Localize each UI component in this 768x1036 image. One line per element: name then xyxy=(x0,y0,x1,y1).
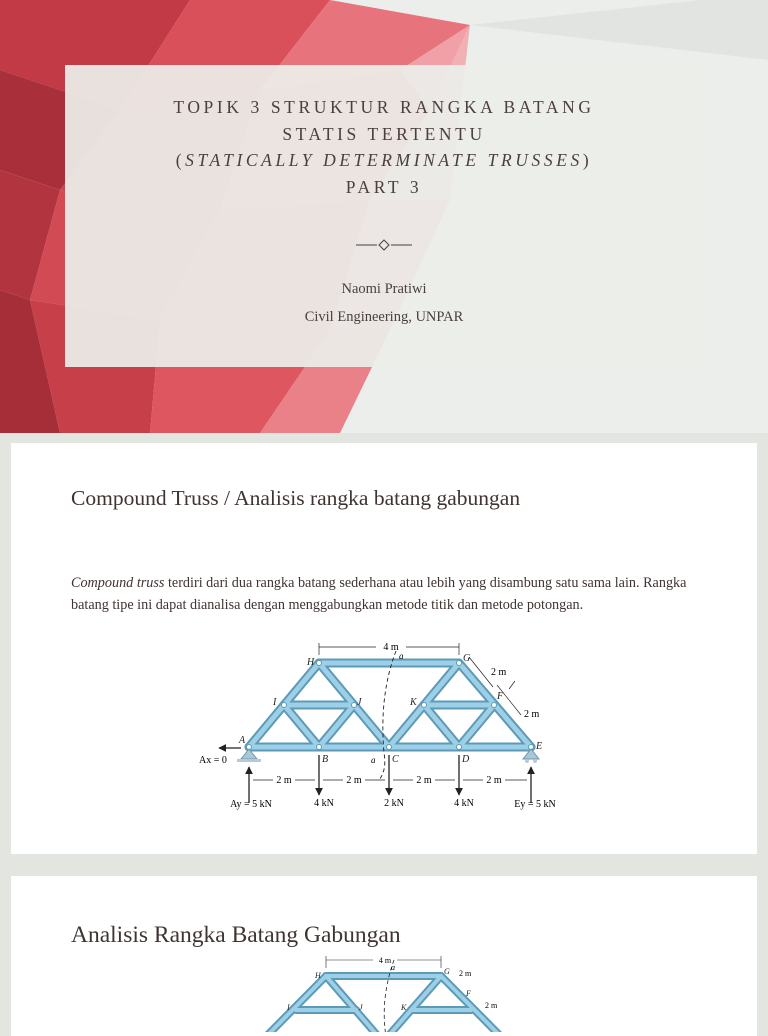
title-english: STATICALLY DETERMINATE TRUSSES xyxy=(185,150,583,170)
title-slide xyxy=(0,0,768,433)
node-label-B: B xyxy=(322,754,329,765)
paren-open: ( xyxy=(175,150,186,170)
span-label-1: 2 m xyxy=(276,775,292,786)
node-label-F: F xyxy=(497,691,504,702)
reaction-ax-label: Ax = 0 xyxy=(199,755,227,766)
reaction-ey-label: Ey = 5 kN xyxy=(514,799,556,810)
node-label-J: J xyxy=(357,697,362,708)
body-paragraph xyxy=(71,573,691,616)
section-label-small: a xyxy=(391,963,395,972)
node-label-D: D xyxy=(462,754,470,765)
node-label-H: H xyxy=(307,657,315,668)
node-label-E: E xyxy=(536,741,543,752)
title-line-1: TOPIK 3 STRUKTUR RANGKA BATANG xyxy=(173,97,595,117)
section-label-top: a xyxy=(399,651,404,661)
node-label-G: G xyxy=(463,653,471,664)
slide-heading: Compound Truss / Analisis rangka batang gabungan xyxy=(71,486,521,510)
slide-title xyxy=(65,94,703,200)
title-line-2: STATIS TERTENTU xyxy=(282,123,486,144)
node-label-C: C xyxy=(392,754,399,765)
diamond-divider-icon xyxy=(356,238,412,252)
body-text: terdiri dari dua rangka batang sederhana atau lebih yang disambung satu sama lain. Rangka batang tipe ini dapat dianalisa dengan menggabungkan metode titik dan metode potongan. xyxy=(71,575,687,613)
node-label-J-small: J xyxy=(359,1003,363,1012)
span-label-3: 2 m xyxy=(416,775,432,786)
dim-gf-label-small: 2 m xyxy=(459,969,472,978)
span-label-4: 2 m xyxy=(486,775,502,786)
section-label-bottom: a xyxy=(371,755,376,765)
node-label-I: I xyxy=(273,697,277,708)
title-line-3 xyxy=(65,147,703,174)
reaction-ay-label: Ay = 5 kN xyxy=(230,799,272,810)
node-label-H-small: H xyxy=(315,971,321,980)
dim-gf-label: 2 m xyxy=(491,667,507,678)
load-b-label: 4 kN xyxy=(314,798,334,809)
dim-fe-label: 2 m xyxy=(524,709,540,720)
dim-top-label: 4 m xyxy=(383,642,399,653)
dim-top-label-small: 4 m xyxy=(378,956,392,965)
load-c-label: 2 kN xyxy=(384,798,404,809)
node-label-F-small: F xyxy=(466,989,471,998)
node-label-K-small: K xyxy=(401,1003,407,1012)
compound-truss-diagram-partial xyxy=(211,952,531,1032)
compound-truss-diagram xyxy=(191,635,581,820)
span-label-2: 2 m xyxy=(346,775,362,786)
node-label-G-small: G xyxy=(444,967,450,976)
paren-close: ) xyxy=(582,150,593,170)
load-d-label: 4 kN xyxy=(454,798,474,809)
body-italic-term: Compound truss xyxy=(71,575,165,591)
node-label-A: A xyxy=(239,735,246,746)
author-name: Naomi Pratiwi xyxy=(341,281,427,297)
dim-fe-label-small: 2 m xyxy=(485,1001,498,1010)
content-slide-compound-truss xyxy=(11,443,757,854)
slide-heading: Analisis Rangka Batang Gabungan xyxy=(71,922,401,948)
title-card xyxy=(65,65,703,367)
title-line-4: PART 3 xyxy=(345,176,423,197)
author-affiliation: Civil Engineering, UNPAR xyxy=(304,309,464,325)
content-slide-analysis xyxy=(11,876,757,1036)
node-label-K: K xyxy=(410,697,417,708)
node-label-I-small: I xyxy=(287,1003,290,1012)
